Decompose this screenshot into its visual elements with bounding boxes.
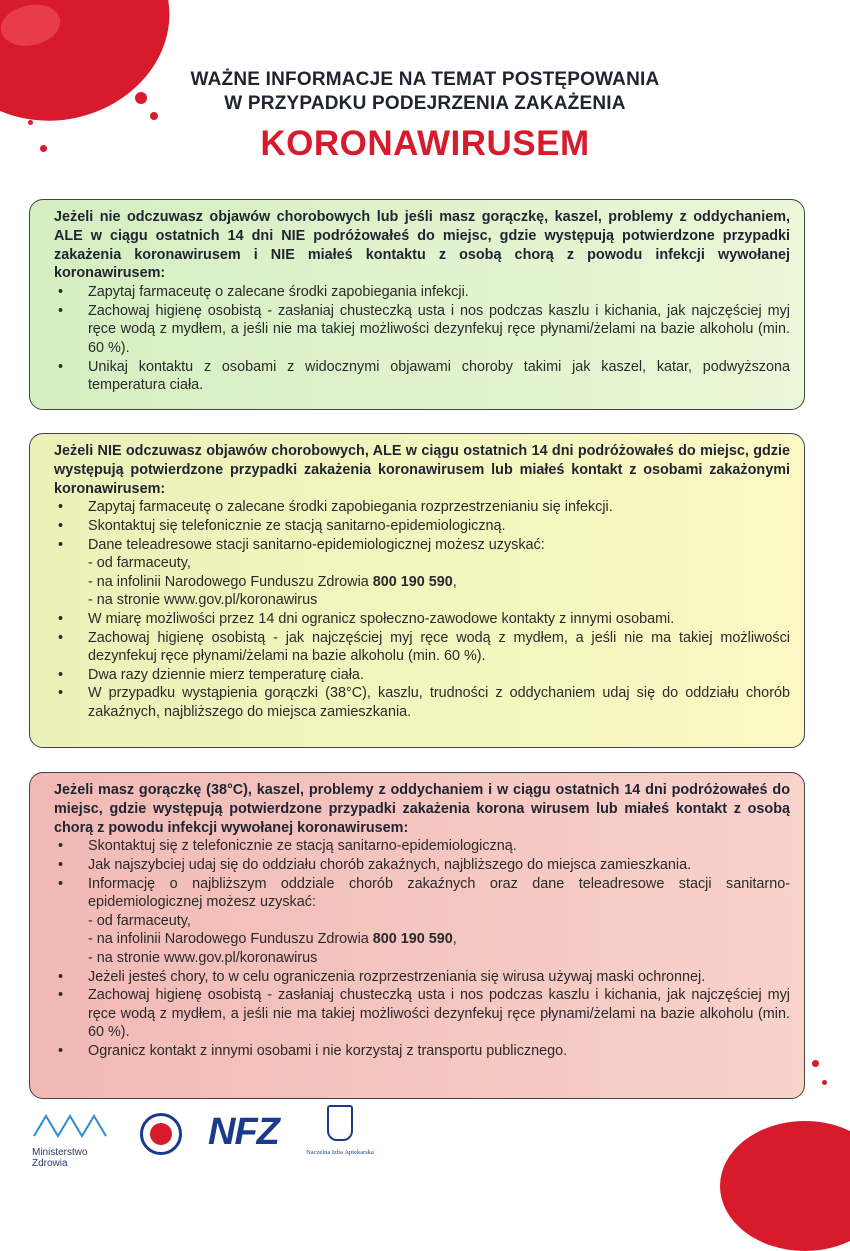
list-item: • Jak najszybciej udaj się do oddziału chorób zakaźnych, najbliższego do miejsca zamieszkania. <box>54 856 790 875</box>
box-list <box>54 283 790 395</box>
box-list <box>54 837 790 1060</box>
nfz-logo: NFZ <box>208 1111 279 1153</box>
mz-logo-icon <box>32 1110 112 1140</box>
nia-caption: Naczelna Izba Aptekarska <box>306 1149 374 1156</box>
decorative-dot <box>822 1080 827 1085</box>
sub-item: - na stronie www.gov.pl/koronawirus <box>88 949 318 966</box>
ministry-of-health-logo <box>32 1110 122 1169</box>
list-item <box>54 875 790 968</box>
box-intro: Jeżeli nie odczuwasz objawów chorobowych lub jeśli masz gorączkę, kaszel, problemy z oddychaniem, ALE w ciągu ostatnich 14 dni NIE podróżowałeś do miejsc, gdzie występują potwierdzone przypadki zakażenia koronawirusem i NIE miałeś kontaktu z osobą chorą z powodu infekcji wywołanej koronawirusem: <box>54 209 790 282</box>
seal-emblem <box>150 1123 172 1145</box>
list-item: • Zachowaj higienę osobistą - zasłaniaj chusteczką usta i nos podczas kaszlu i kichania, jak najczęściej myj ręce wodą z mydłem, a jeśli nie ma takiej możliwości dezynfekuj ręce płynami/żelami na bazie alkoholu (min. 60 %). <box>54 986 790 1042</box>
hotline-number: 800 190 590 <box>372 931 453 948</box>
sub-item-text: - na infolinii Narodowego Funduszu Zdrowia <box>88 573 373 590</box>
page-header <box>0 68 850 164</box>
sub-item-text: , <box>452 573 457 590</box>
list-item: • Zachowaj higienę osobistą - jak najczęściej myj ręce wodą z mydłem, a jeśli nie ma takiej możliwości dezynfekuj ręce płynami/żelami na bazie alkoholu (min. 60 %). <box>54 629 790 666</box>
sub-item: - na stronie www.gov.pl/koronawirus <box>88 592 318 609</box>
decorative-virus-blob-bottom-right <box>720 1121 850 1251</box>
list-item: • Zapytaj farmaceutę o zalecane środki zapobiegania rozprzestrzenianiu się infekcji. <box>54 498 790 517</box>
header-line-1: WAŻNE INFORMACJE NA TEMAT POSTĘPOWANIA <box>190 69 660 90</box>
list-item: • Unikaj kontaktu z osobami z widocznymi objawami choroby takimi jak kaszel, katar, podwyższona temperatura ciała. <box>54 358 790 395</box>
pharmacy-emblem-icon <box>327 1105 353 1141</box>
sanitary-inspection-seal-icon <box>140 1113 182 1155</box>
decorative-dot <box>110 56 116 62</box>
box-intro: Jeżeli NIE odczuwasz objawów chorobowych, ALE w ciągu ostatnich 14 dni podróżowałeś do miejsc, gdzie występują potwierdzone przypadki zakażenia koronawirusem lub miałeś kontakt z osobami zakażonymi koronawirusem: <box>54 443 790 497</box>
header-line-2: W PRZYPADKU PODEJRZENIA ZAKAŻENIA <box>224 93 626 114</box>
box-intro: Jeżeli masz gorączkę (38°C), kaszel, problemy z oddychaniem i w ciągu ostatnich 14 dni podróżowałeś do miejsc, gdzie występują potwierdzone przypadki zakażenia korona wirusem lub miałeś kontakt z osobą chorą z powodu infekcji wywołanej koronawirusem: <box>54 782 790 836</box>
list-item: • Dwa razy dziennie mierz temperaturę ciała. <box>54 666 790 685</box>
list-item-text: Dane teleadresowe stacji sanitarno-epidemiologicznej możesz uzyskać: <box>88 536 545 553</box>
decorative-dot <box>812 1060 819 1067</box>
sub-item-text: , <box>452 931 457 948</box>
sub-item <box>88 930 790 949</box>
info-box-yellow <box>29 433 805 748</box>
hotline-number: 800 190 590 <box>372 573 453 590</box>
header-title: KORONAWIRUSEM <box>260 124 590 163</box>
list-item-text: Informację o najbliższym oddziale chorób zakaźnych oraz dane teleadresowe stacji sanitarno-epidemiologicznej możesz uzyskać: <box>88 875 790 911</box>
sub-item: - od farmaceuty, <box>88 912 191 929</box>
list-item: • W miarę możliwości przez 14 dni ogranicz społeczno-zawodowe kontakty z innymi osobami. <box>54 610 790 629</box>
info-box-green <box>29 199 805 410</box>
list-item <box>54 536 790 610</box>
sub-item <box>88 573 790 592</box>
list-item: • Zachowaj higienę osobistą - zasłaniaj chusteczką usta i nos podczas kaszlu i kichania, jak najczęściej myj ręce wodą z mydłem, a jeśli nie ma takiej możliwości dezynfekuj ręce płynami/żelami na bazie alkoholu (min. 60 %). <box>54 302 790 358</box>
list-item: • Jeżeli jesteś chory, to w celu ograniczenia rozprzestrzeniania się wirusa używaj maski ochronnej. <box>54 968 790 987</box>
list-item: • Ogranicz kontakt z innymi osobami i nie korzystaj z transportu publicznego. <box>54 1042 790 1061</box>
list-item: • Skontaktuj się telefonicznie ze stacją sanitarno-epidemiologiczną. <box>54 517 790 536</box>
chamber-of-pharmacists-logo <box>300 1105 380 1156</box>
info-box-red <box>29 772 805 1099</box>
sub-item-text: - na infolinii Narodowego Funduszu Zdrowia <box>88 931 373 948</box>
list-item: • Skontaktuj się z telefonicznie ze stacją sanitarno-epidemiologiczną. <box>54 837 790 856</box>
list-item: • W przypadku wystąpienia gorączki (38°C), kaszlu, trudności z oddychaniem udaj się do oddziału chorób zakaźnych, najbliższego do miejsca zamieszkania. <box>54 684 790 721</box>
list-item: • Zapytaj farmaceutę o zalecane środki zapobiegania infekcji. <box>54 283 790 302</box>
sub-item: - od farmaceuty, <box>88 555 191 572</box>
mz-caption: Ministerstwo Zdrowia <box>32 1147 88 1169</box>
box-list <box>54 498 790 721</box>
